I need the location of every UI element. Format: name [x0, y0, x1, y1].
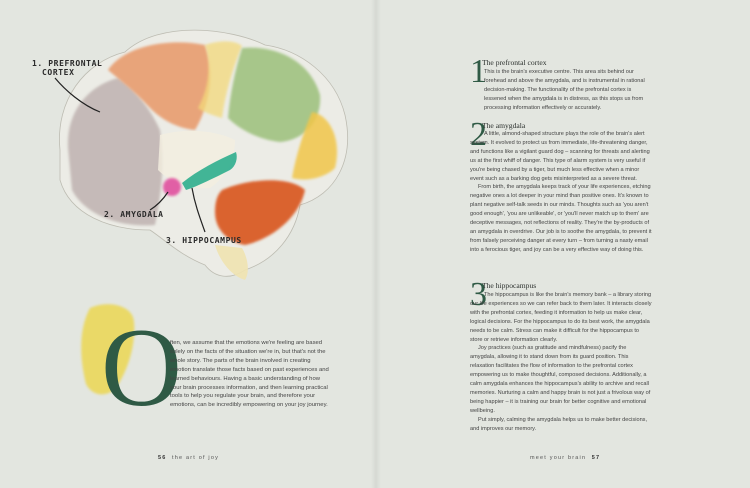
section-paragraph: Joy practices (such as gratitude and mindfulness) pacify the amygdala, allowing it to stand down from its guard position. This relaxation facilitates the flow of information to the prefrontal cortex empowering us to make thoughtful, composed decisions. Additionally, a calm amygdala enhances the hippocampus's ability to archive and recall memories. Nurturing a calm and happy brain is not just a frivolous way of being happier – it is training our brain for better cognitive and emotional wellbeing.: [470, 345, 651, 414]
label-amygdala: 2. AMYGDALA: [104, 210, 164, 219]
section-body: [470, 130, 653, 255]
intro-paragraph: ften, we assume that the emotions we're feeling are based solely on the facts of the situation we're in, but that's not the whole story. The parts of the brain involved in creating emotion translate those facts based on past experiences and learned behaviours. Having a basic understanding of how your brain processes information, and then learning practical tools to help you regulate your brain, and therefore your emotions, can be incredibly empowering on your joy journey.: [170, 340, 329, 409]
section-paragraph: This is the brain's executive centre. This area sits behind our forehead and above the amygdala, and is instrumental in rational decision-making. The functionality of the prefrontal cortex is lessened when the amygdala is in distress, as this stops us from processing information effectively or accurately.: [484, 69, 645, 111]
label-prefrontal-line2: CORTEX: [42, 68, 75, 77]
left-running-title: the art of joy: [172, 455, 220, 461]
label-prefrontal-line1: 1. PREFRONTAL: [32, 59, 103, 68]
section-title: The amygdala: [482, 121, 526, 130]
section-title: The prefrontal cortex: [482, 58, 547, 67]
right-folio: [530, 455, 600, 461]
dropcap-wrap-space: [100, 339, 170, 411]
label-hippocampus: 3. HIPPOCAMPUS: [166, 236, 242, 245]
section-number: 2: [470, 116, 487, 153]
section-paragraph: A little, almond-shaped structure plays the role of the brain's alert system. It evolved to protect us from immediate, life-threatening danger, and functions like a vigilant guard dog – scanning for threats and alerting us at the first whiff of danger. This type of alarm system is very useful if you're being chased by a tiger, but much less effective when a minor event such as a barking dog gets misinterpreted as a severe threat.: [470, 131, 650, 182]
right-running-title: meet your brain: [530, 455, 587, 461]
section-number: 1: [470, 53, 487, 90]
right-page-number: 57: [591, 455, 601, 461]
page-gutter: [371, 0, 381, 488]
section-paragraph: Put simply, calming the amygdala helps us to make better decisions, and improves our memory.: [470, 416, 648, 432]
section-number: 3: [470, 276, 487, 313]
section-body: [470, 68, 653, 113]
label-prefrontal-cortex: [32, 59, 102, 77]
amygdala-region: [163, 178, 181, 196]
left-page-number: 56: [158, 455, 167, 461]
section-title: The hippocampus: [482, 281, 537, 290]
section-paragraph: From birth, the amygdala keeps track of your life experiences, etching negative ones a lot deeper in your mind than positive ones. It's known to plant negative self-talk seeds in our minds. Thoughts such as 'you aren't good enough', 'you are unlikeable', or 'you'll never match up to them' are deceptive messages, not reflections of reality. They're the by-products of an amygdala in overdrive. Our job is to soothe the amygdala, to prevent it from falsely perceiving danger at every turn – from turning a nasty email into a ferocious tiger, and joy can be a very effective way of doing this.: [470, 184, 652, 253]
dropcap-letter: O: [101, 306, 182, 430]
intro-paragraph-block: [100, 339, 332, 411]
section-body: [470, 291, 653, 434]
section-paragraph: The hippocampus is like the brain's memory bank – a library storing our life experiences so we can refer back to them later. It interacts closely with the prefrontal cortex, feeding it information to help us make clear, logical decisions. For the hippocampus to do its best work, the amygdala needs to be calm. Stress can make it difficult for the hippocampus to store or retrieve information clearly.: [470, 292, 652, 343]
left-folio: [158, 455, 219, 461]
brain-illustration: [0, 0, 370, 300]
